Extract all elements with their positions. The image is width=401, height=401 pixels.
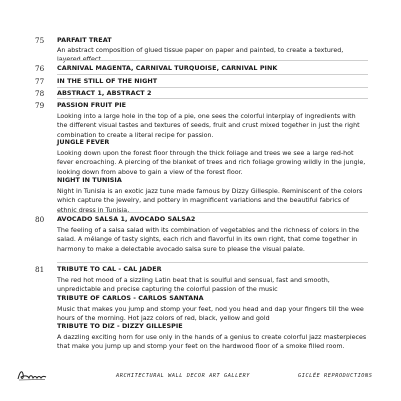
entry-number: 78 bbox=[35, 89, 45, 98]
entry-number: 75 bbox=[35, 36, 45, 45]
entry-number: 79 bbox=[35, 101, 45, 110]
entry-title: IN THE STILL OF THE NIGHT bbox=[57, 77, 158, 85]
entry-description: Looking into a large hole in the top of a pie, one sees the colorful interplay of ingredients with the different visual tastes and textures of seeds, fruit and crust mixed together in just the right combination to create a literal recipe for passion. bbox=[57, 113, 360, 139]
entry-title: ABSTRACT 1, ABSTRACT 2 bbox=[57, 89, 152, 97]
entry-title: TRIBUTE OF CARLOS - CARLOS SANTANA bbox=[57, 294, 204, 302]
entry-title: AVOCADO SALSA 1, AVOCADO SALSA2 bbox=[57, 215, 196, 223]
footer-gallery-name: ARCHITECTURAL WALL DECOR ART GALLERY bbox=[116, 373, 251, 379]
entry-number: 80 bbox=[35, 215, 45, 224]
entry-number: 81 bbox=[35, 265, 45, 274]
entry-title: JUNGLE FEVER bbox=[57, 138, 110, 146]
entry-number: 76 bbox=[35, 64, 45, 73]
entry-title: PARFAIT TREAT bbox=[57, 36, 112, 44]
entry-description: A dazzling exciting horn for use only in the hands of a genius to create colorful jazz masterpieces that make you jump up and stomp your feet on the hardwood floor of a smoke filled room. bbox=[57, 334, 367, 351]
entry-title: NIGHT IN TUNISIA bbox=[57, 176, 122, 184]
entry-title: TRIBUTE TO CAL - CAL JADER bbox=[57, 265, 162, 273]
divider bbox=[57, 212, 368, 213]
divider bbox=[57, 87, 368, 88]
entry-description: Night in Tunisia is an exotic jazz tune made famous by Dizzy Gillespie. Reminiscent of the colors which capture the jewelry, and pottery in magnificent variations and the beautiful fabrics of ethnic dress in Tunisia. bbox=[57, 188, 363, 214]
entry-description: An abstract composition of glued tissue paper on paper and painted, to create a textured, layered effect. bbox=[57, 47, 344, 64]
entry-description: The feeling of a salsa salad with its combination of vegetables and the richness of colors in the salad. A mélange of tasty sights, each rich and flavorful in its own right, that come together in harmony to make a delectable avocado salsa sure to please the visual palate. bbox=[57, 227, 360, 253]
footer-giclee-label: GICLÉE REPRODUCTIONS bbox=[298, 373, 373, 379]
entry-title: CARNIVAL MAGENTA, CARNIVAL TURQUOISE, CARNIVAL PINK bbox=[57, 64, 278, 72]
entry-description: Music that makes you jump and stomp your feet, nod you head and dap your fingers till the wee hours of the morning. Hot jazz colors of red, black, yellow and gold bbox=[57, 306, 364, 323]
artist-signature bbox=[16, 368, 48, 382]
divider bbox=[57, 74, 368, 75]
entry-title: PASSION FRUIT PIE bbox=[57, 101, 127, 109]
divider bbox=[57, 262, 368, 263]
entry-description: The red hot mood of a sizzling Latin beat that is soulful and sensual, fast and smooth, unpredictable and precise capturing the colorful passion of the music bbox=[57, 277, 330, 294]
entry-title: TRIBUTE TO DIZ - DIZZY GILLESPIE bbox=[57, 322, 183, 330]
entry-number: 77 bbox=[35, 77, 45, 86]
divider bbox=[57, 60, 368, 61]
entry-description: Looking down upon the forest floor through the thick foliage and trees we see a large red-hot fever encroaching. A piercing of the blanket of trees and rich foliage growing wildly in the jungle, looking down from above to gain a view of the forest floor. bbox=[57, 150, 366, 176]
divider bbox=[57, 98, 368, 99]
